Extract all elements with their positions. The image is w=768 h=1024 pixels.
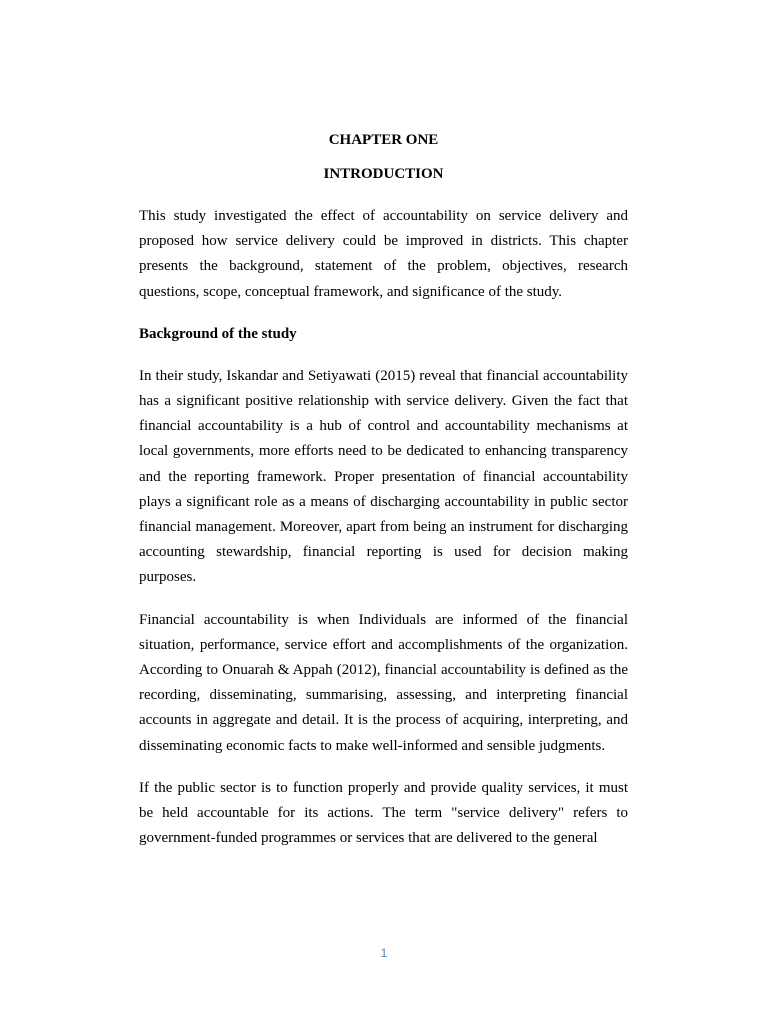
body-paragraph: If the public sector is to function properly and provide quality services, it must be held accountable for its actions. The term "service delivery" refers to government-funded programmes or services that are delivered to the general bbox=[139, 779, 628, 847]
intro-paragraph: This study investigated the effect of accountability on service delivery and proposed how service delivery could be improved in districts. This chapter presents the background, statement of the problem, objectives, research questions, scope, conceptual framework, and significance of the study. bbox=[139, 208, 628, 300]
body-paragraph: Financial accountability is when Individuals are informed of the financial situation, performance, service effort and accomplishments of the organization. According to Onuarah & Appah (2012), financial accountability is defined as the recording, disseminating, summarising, assessing, and interpreting financial accounts in aggregate and detail. It is the process of acquiring, interpreting, and disseminating economic facts to make well-informed and sensible judgments. bbox=[139, 611, 628, 754]
body-paragraph: In their study, Iskandar and Setiyawati (2015) reveal that financial accountability has a significant positive relationship with service delivery. Given the fact that financial accountability is a hub of control and accountability mechanisms at local governments, more efforts need to be dedicated to enhancing transparency and the reporting framework. Proper presentation of financial accountability plays a significant role as a means of discharging accountability in public sector financial management. Moreover, apart from being an instrument for discharging accounting stewardship, financial reporting is used for decision making purposes. bbox=[139, 367, 628, 586]
chapter-label: CHAPTER ONE bbox=[328, 132, 439, 148]
page-content bbox=[139, 128, 628, 868]
section-heading: Background of the study bbox=[139, 325, 297, 342]
page-number: 1 bbox=[380, 946, 388, 960]
chapter-title: INTRODUCTION bbox=[323, 166, 444, 182]
